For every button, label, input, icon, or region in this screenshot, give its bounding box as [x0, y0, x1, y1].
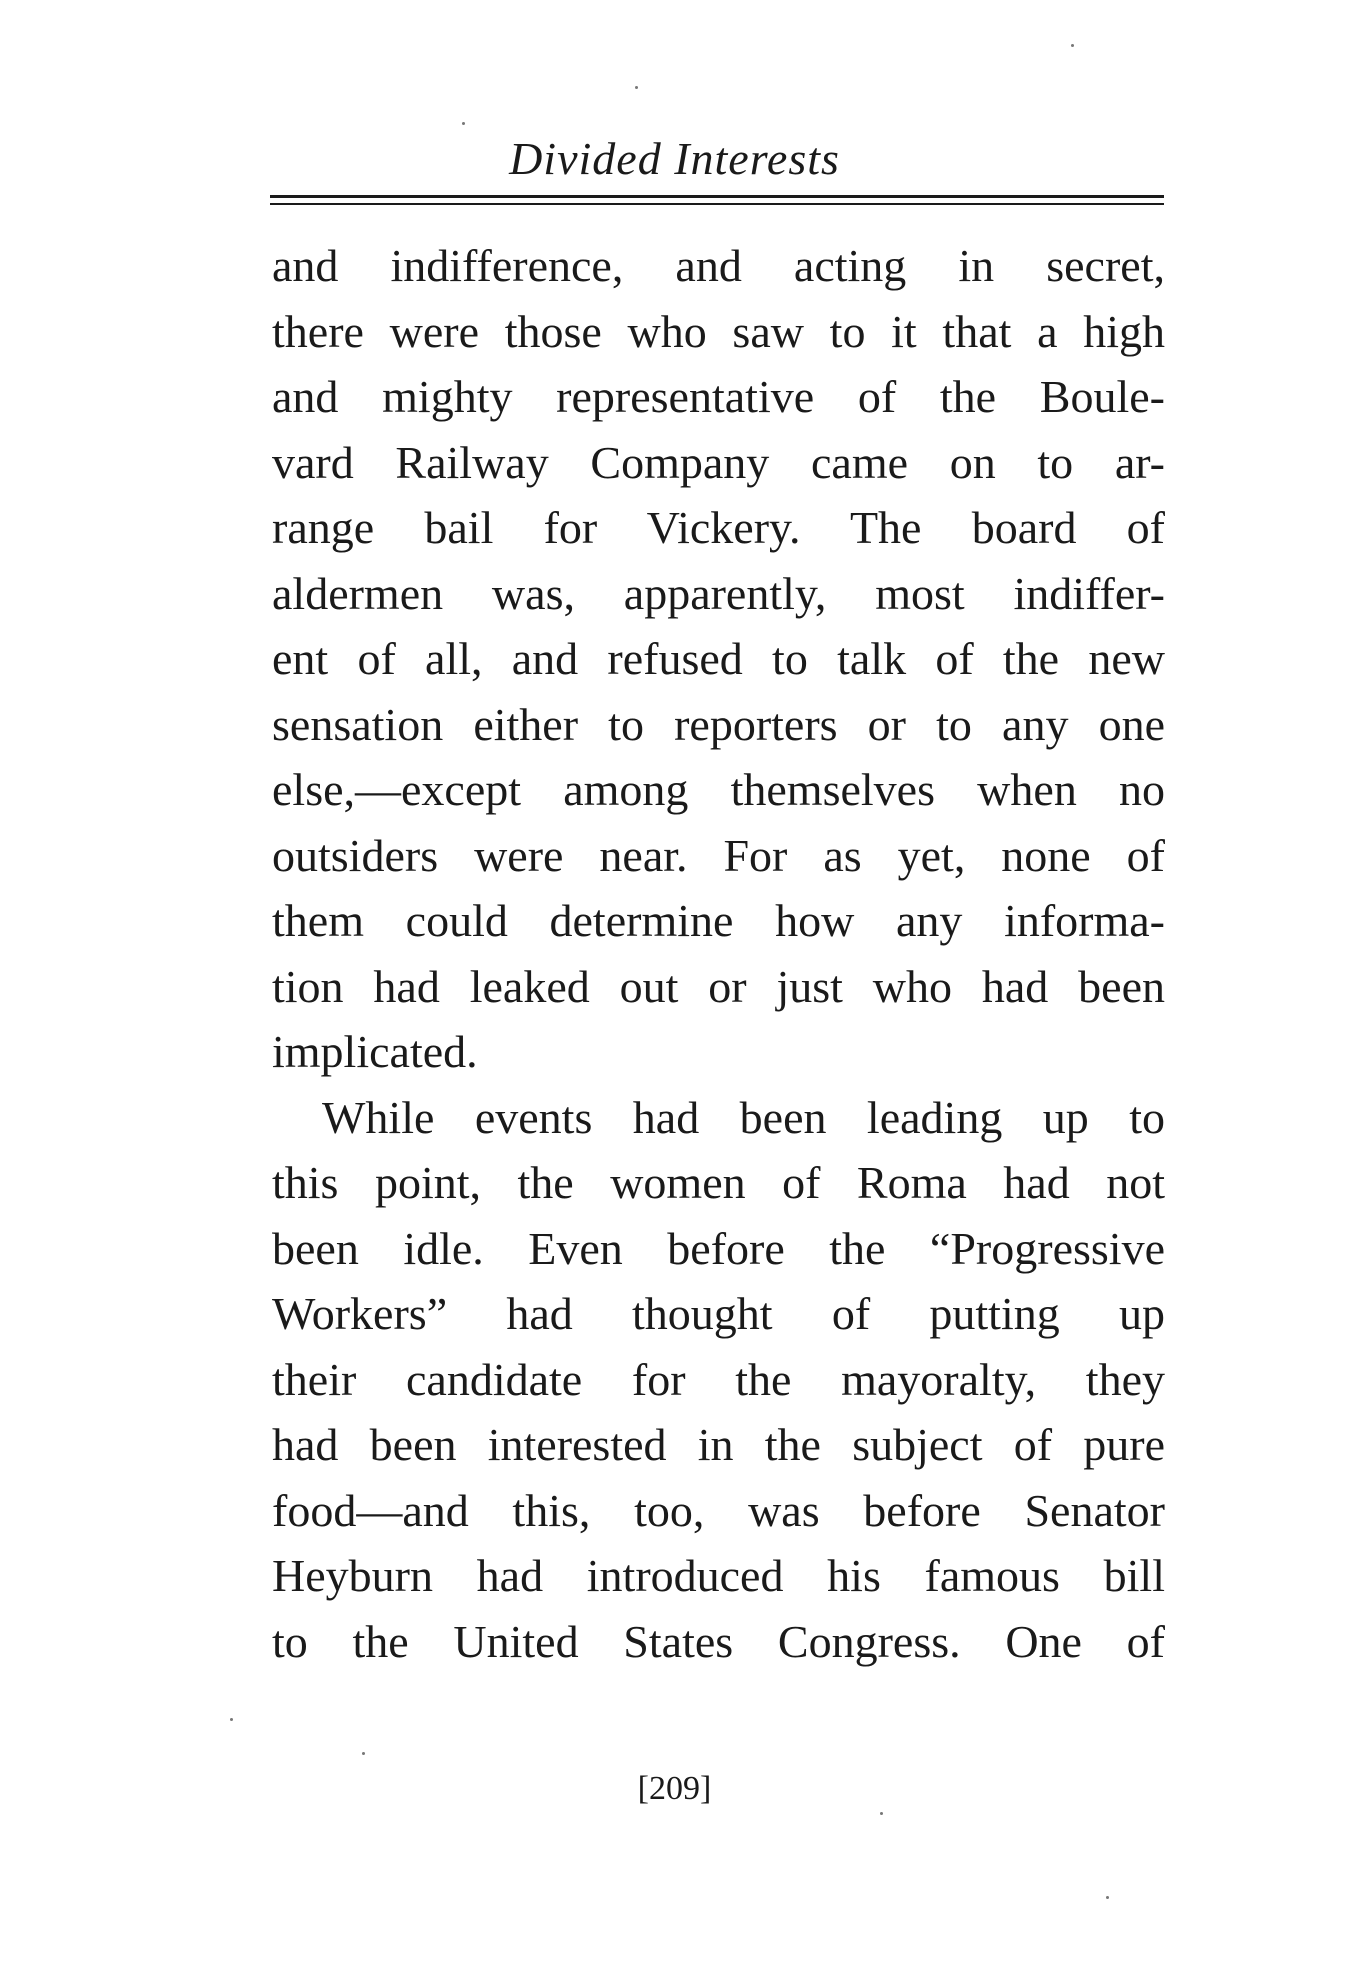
- running-head: Divided Interests: [509, 133, 840, 184]
- scan-speck: [1106, 1896, 1109, 1899]
- text-line: them could determine how any informa-: [272, 895, 1165, 946]
- text-line: sensation either to reporters or to any one: [272, 698, 1165, 750]
- scan-speck: [362, 1752, 365, 1755]
- text-line: had been interested in the subject of pure: [272, 1419, 1165, 1470]
- scan-speck: [1071, 44, 1074, 47]
- text-line: range bail for Vickery. The board of: [272, 502, 1165, 553]
- text-line: aldermen was, apparently, most indiffer-: [272, 567, 1165, 619]
- text-line: this point, the women of Roma had not: [272, 1157, 1165, 1208]
- page-number: [209]: [637, 1770, 712, 1807]
- scan-speck: [880, 1812, 883, 1815]
- header-rule-top: [270, 195, 1164, 198]
- text-line: else,—except among themselves when no: [272, 764, 1165, 815]
- text-line: there were those who saw to it that a high: [272, 305, 1165, 357]
- text-line: ent of all, and refused to talk of the new: [272, 633, 1165, 684]
- text-line: While events had been leading up to: [322, 1091, 1165, 1143]
- header-rule-bottom: [270, 203, 1164, 205]
- text-line: and mighty representative of the Boule-: [272, 371, 1165, 422]
- text-line: outsiders were near. For as yet, none of: [272, 829, 1165, 881]
- scan-speck: [635, 86, 638, 89]
- text-line: Heyburn had introduced his famous bill: [272, 1550, 1165, 1601]
- scan-speck: [230, 1718, 233, 1721]
- text-line: food—and this, too, was before Senator: [272, 1484, 1165, 1536]
- text-line: implicated.: [272, 1026, 478, 1077]
- text-line: to the United States Congress. One of: [272, 1615, 1165, 1667]
- text-line: vard Railway Company came on to ar-: [272, 436, 1165, 488]
- text-line: been idle. Even before the “Progressive: [272, 1222, 1165, 1274]
- scan-speck: [462, 122, 465, 125]
- text-line: their candidate for the mayoralty, they: [272, 1353, 1165, 1405]
- text-line: and indifference, and acting in secret,: [272, 240, 1165, 291]
- body-text: [272, 233, 1165, 1674]
- text-line: Workers” had thought of putting up: [272, 1288, 1165, 1339]
- text-line: tion had leaked out or just who had been: [272, 960, 1165, 1012]
